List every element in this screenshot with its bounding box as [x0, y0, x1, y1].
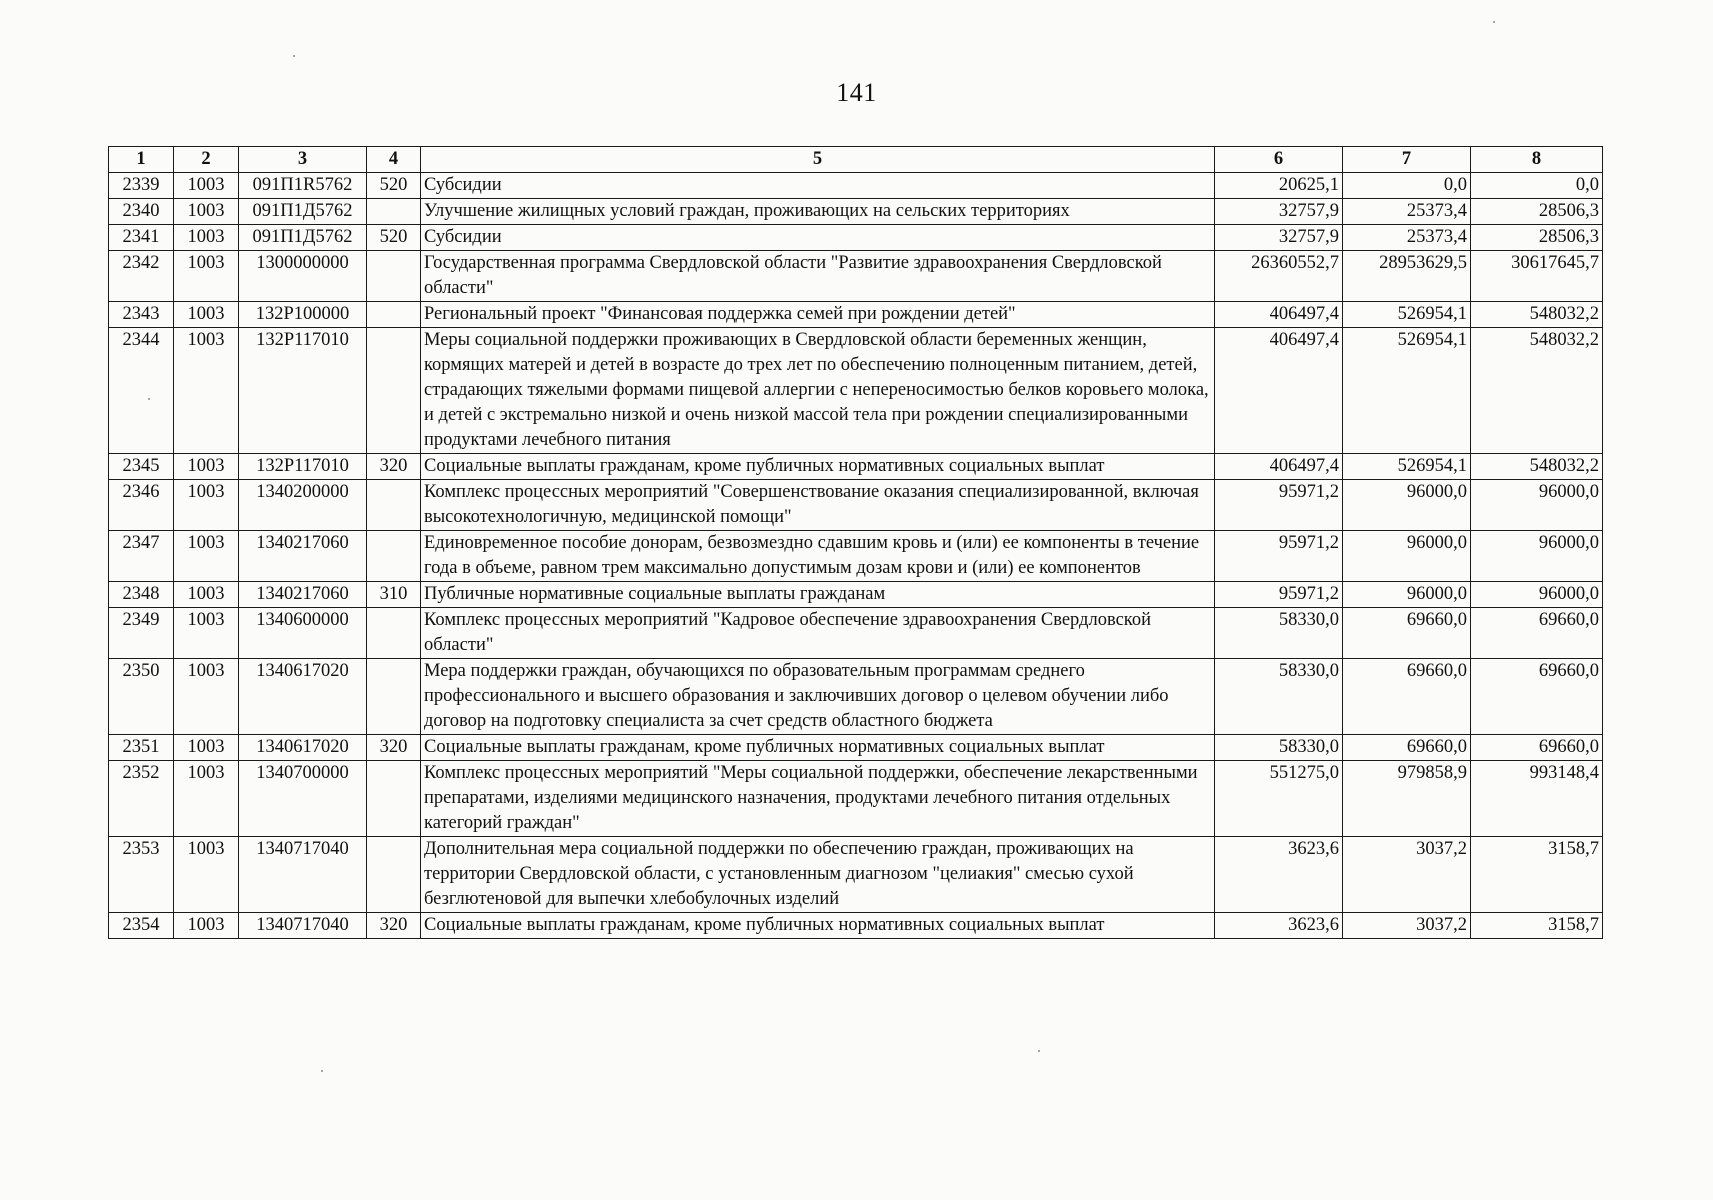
amount-col-8-cell: 30617645,7	[1471, 251, 1603, 302]
amount-col-7-cell: 96000,0	[1343, 582, 1471, 608]
table-row	[109, 225, 1603, 251]
section-code-cell: 1003	[174, 173, 239, 199]
header-col-4: 4	[367, 147, 421, 173]
target-article-cell: 132Р100000	[239, 302, 367, 328]
section-code-cell: 1003	[174, 735, 239, 761]
header-col-1: 1	[109, 147, 174, 173]
amount-col-8-cell: 69660,0	[1471, 735, 1603, 761]
row-number-cell: 2350	[109, 659, 174, 735]
target-article-cell: 1340700000	[239, 761, 367, 837]
section-code-cell: 1003	[174, 225, 239, 251]
row-number-cell: 2354	[109, 913, 174, 939]
expense-type-cell: 310	[367, 582, 421, 608]
amount-col-6-cell: 58330,0	[1215, 659, 1343, 735]
expense-type-cell: 520	[367, 173, 421, 199]
amount-col-6-cell: 95971,2	[1215, 531, 1343, 582]
amount-col-6-cell: 32757,9	[1215, 199, 1343, 225]
expense-type-cell	[367, 659, 421, 735]
table-body	[109, 173, 1603, 939]
expense-type-cell: 320	[367, 913, 421, 939]
target-article-cell: 1340617020	[239, 735, 367, 761]
header-col-6: 6	[1215, 147, 1343, 173]
target-article-cell: 1340200000	[239, 480, 367, 531]
row-number-cell: 2347	[109, 531, 174, 582]
section-code-cell: 1003	[174, 251, 239, 302]
target-article-cell: 1340717040	[239, 837, 367, 913]
item-name-cell: Мера поддержки граждан, обучающихся по образовательным программам среднего профессионального и высшего образования и заключивших договор о целевом обучении либо договор на подготовку специалиста за счет средств областного бюджета	[421, 659, 1215, 735]
scan-speck	[293, 55, 295, 57]
section-code-cell: 1003	[174, 531, 239, 582]
section-code-cell: 1003	[174, 328, 239, 454]
budget-table	[108, 146, 1603, 939]
scan-speck	[148, 398, 150, 400]
table-row	[109, 913, 1603, 939]
row-number-cell: 2353	[109, 837, 174, 913]
expense-type-cell	[367, 251, 421, 302]
row-number-cell: 2344	[109, 328, 174, 454]
expense-type-cell	[367, 480, 421, 531]
header-col-5: 5	[421, 147, 1215, 173]
amount-col-7-cell: 3037,2	[1343, 837, 1471, 913]
amount-col-8-cell: 548032,2	[1471, 328, 1603, 454]
section-code-cell: 1003	[174, 454, 239, 480]
item-name-cell: Субсидии	[421, 225, 1215, 251]
amount-col-8-cell: 548032,2	[1471, 454, 1603, 480]
table-row	[109, 659, 1603, 735]
amount-col-6-cell: 95971,2	[1215, 480, 1343, 531]
expense-type-cell	[367, 761, 421, 837]
item-name-cell: Публичные нормативные социальные выплаты гражданам	[421, 582, 1215, 608]
amount-col-7-cell: 3037,2	[1343, 913, 1471, 939]
amount-col-8-cell: 69660,0	[1471, 608, 1603, 659]
scan-speck	[321, 1070, 323, 1072]
header-col-3: 3	[239, 147, 367, 173]
header-col-2: 2	[174, 147, 239, 173]
item-name-cell: Комплекс процессных мероприятий "Меры социальной поддержки, обеспечение лекарственными препаратами, изделиями медицинского назначения, продуктами лечебного питания отдельных категорий граждан"	[421, 761, 1215, 837]
amount-col-6-cell: 406497,4	[1215, 454, 1343, 480]
item-name-cell: Комплекс процессных мероприятий "Совершенствование оказания специализированной, включая высокотехнологичную, медицинской помощи"	[421, 480, 1215, 531]
amount-col-7-cell: 28953629,5	[1343, 251, 1471, 302]
section-code-cell: 1003	[174, 582, 239, 608]
table-row	[109, 582, 1603, 608]
amount-col-6-cell: 32757,9	[1215, 225, 1343, 251]
target-article-cell: 1340717040	[239, 913, 367, 939]
amount-col-7-cell: 96000,0	[1343, 480, 1471, 531]
table-row	[109, 761, 1603, 837]
header-col-7: 7	[1343, 147, 1471, 173]
amount-col-8-cell: 28506,3	[1471, 199, 1603, 225]
amount-col-6-cell: 58330,0	[1215, 735, 1343, 761]
amount-col-7-cell: 526954,1	[1343, 328, 1471, 454]
table-row	[109, 251, 1603, 302]
item-name-cell: Дополнительная мера социальной поддержки по обеспечению граждан, проживающих на территории Свердловской области, с установленным диагнозом "целиакия" смесью сухой безглютеновой для выпечки хлебобулочных изделий	[421, 837, 1215, 913]
table-row	[109, 480, 1603, 531]
expense-type-cell	[367, 837, 421, 913]
amount-col-6-cell: 3623,6	[1215, 837, 1343, 913]
item-name-cell: Субсидии	[421, 173, 1215, 199]
amount-col-8-cell: 69660,0	[1471, 659, 1603, 735]
section-code-cell: 1003	[174, 913, 239, 939]
table-row	[109, 302, 1603, 328]
amount-col-6-cell: 551275,0	[1215, 761, 1343, 837]
row-number-cell: 2339	[109, 173, 174, 199]
expense-type-cell	[367, 302, 421, 328]
expense-type-cell: 320	[367, 735, 421, 761]
row-number-cell: 2346	[109, 480, 174, 531]
item-name-cell: Улучшение жилищных условий граждан, проживающих на сельских территориях	[421, 199, 1215, 225]
amount-col-7-cell: 25373,4	[1343, 199, 1471, 225]
item-name-cell: Социальные выплаты гражданам, кроме публичных нормативных социальных выплат	[421, 913, 1215, 939]
expense-type-cell	[367, 608, 421, 659]
amount-col-7-cell: 526954,1	[1343, 302, 1471, 328]
amount-col-8-cell: 96000,0	[1471, 582, 1603, 608]
table-row	[109, 173, 1603, 199]
amount-col-8-cell: 3158,7	[1471, 837, 1603, 913]
amount-col-6-cell: 406497,4	[1215, 328, 1343, 454]
section-code-cell: 1003	[174, 659, 239, 735]
item-name-cell: Социальные выплаты гражданам, кроме публичных нормативных социальных выплат	[421, 454, 1215, 480]
expense-type-cell	[367, 531, 421, 582]
amount-col-8-cell: 96000,0	[1471, 480, 1603, 531]
expense-type-cell: 320	[367, 454, 421, 480]
expense-type-cell	[367, 199, 421, 225]
amount-col-8-cell: 96000,0	[1471, 531, 1603, 582]
item-name-cell: Государственная программа Свердловской области "Развитие здравоохранения Свердловской области"	[421, 251, 1215, 302]
row-number-cell: 2349	[109, 608, 174, 659]
item-name-cell: Социальные выплаты гражданам, кроме публичных нормативных социальных выплат	[421, 735, 1215, 761]
amount-col-8-cell: 3158,7	[1471, 913, 1603, 939]
section-code-cell: 1003	[174, 302, 239, 328]
table-row	[109, 608, 1603, 659]
expense-type-cell	[367, 328, 421, 454]
target-article-cell: 132Р117010	[239, 328, 367, 454]
row-number-cell: 2348	[109, 582, 174, 608]
item-name-cell: Меры социальной поддержки проживающих в Свердловской области беременных женщин, кормящих матерей и детей в возрасте до трех лет по обеспечению полноценным питанием, детей, страдающих тяжелыми формами пищевой аллергии с непереносимостью белков коровьего молока, и детей с экстремально низкой и очень низкой массой тела при рождении специализированными продуктами лечебного питания	[421, 328, 1215, 454]
target-article-cell: 091П1Д5762	[239, 225, 367, 251]
table-row	[109, 735, 1603, 761]
section-code-cell: 1003	[174, 199, 239, 225]
amount-col-7-cell: 69660,0	[1343, 659, 1471, 735]
header-col-8: 8	[1471, 147, 1603, 173]
target-article-cell: 091П1R5762	[239, 173, 367, 199]
target-article-cell: 1340217060	[239, 531, 367, 582]
table-row	[109, 837, 1603, 913]
row-number-cell: 2343	[109, 302, 174, 328]
amount-col-8-cell: 0,0	[1471, 173, 1603, 199]
section-code-cell: 1003	[174, 837, 239, 913]
amount-col-7-cell: 979858,9	[1343, 761, 1471, 837]
amount-col-6-cell: 58330,0	[1215, 608, 1343, 659]
amount-col-7-cell: 69660,0	[1343, 608, 1471, 659]
header-row	[109, 147, 1603, 173]
amount-col-7-cell: 96000,0	[1343, 531, 1471, 582]
amount-col-6-cell: 3623,6	[1215, 913, 1343, 939]
table-row	[109, 454, 1603, 480]
amount-col-8-cell: 548032,2	[1471, 302, 1603, 328]
amount-col-6-cell: 95971,2	[1215, 582, 1343, 608]
amount-col-8-cell: 993148,4	[1471, 761, 1603, 837]
target-article-cell: 1340217060	[239, 582, 367, 608]
amount-col-6-cell: 406497,4	[1215, 302, 1343, 328]
target-article-cell: 132Р117010	[239, 454, 367, 480]
target-article-cell: 091П1Д5762	[239, 199, 367, 225]
amount-col-6-cell: 20625,1	[1215, 173, 1343, 199]
scan-speck	[1493, 21, 1495, 23]
expense-type-cell: 520	[367, 225, 421, 251]
row-number-cell: 2341	[109, 225, 174, 251]
table-row	[109, 199, 1603, 225]
row-number-cell: 2351	[109, 735, 174, 761]
amount-col-7-cell: 69660,0	[1343, 735, 1471, 761]
row-number-cell: 2342	[109, 251, 174, 302]
item-name-cell: Региональный проект "Финансовая поддержка семей при рождении детей"	[421, 302, 1215, 328]
target-article-cell: 1300000000	[239, 251, 367, 302]
table-row	[109, 328, 1603, 454]
amount-col-7-cell: 25373,4	[1343, 225, 1471, 251]
section-code-cell: 1003	[174, 761, 239, 837]
item-name-cell: Комплекс процессных мероприятий "Кадровое обеспечение здравоохранения Свердловской области"	[421, 608, 1215, 659]
row-number-cell: 2340	[109, 199, 174, 225]
target-article-cell: 1340617020	[239, 659, 367, 735]
amount-col-8-cell: 28506,3	[1471, 225, 1603, 251]
amount-col-7-cell: 526954,1	[1343, 454, 1471, 480]
scan-speck	[1038, 1050, 1040, 1052]
amount-col-7-cell: 0,0	[1343, 173, 1471, 199]
row-number-cell: 2352	[109, 761, 174, 837]
table-row	[109, 531, 1603, 582]
item-name-cell: Единовременное пособие донорам, безвозмездно сдавшим кровь и (или) ее компоненты в течение года в объеме, равном трем максимально допустимым дозам крови и (или) ее компонентов	[421, 531, 1215, 582]
page-number: 141	[836, 78, 877, 107]
target-article-cell: 1340600000	[239, 608, 367, 659]
amount-col-6-cell: 26360552,7	[1215, 251, 1343, 302]
row-number-cell: 2345	[109, 454, 174, 480]
section-code-cell: 1003	[174, 480, 239, 531]
section-code-cell: 1003	[174, 608, 239, 659]
